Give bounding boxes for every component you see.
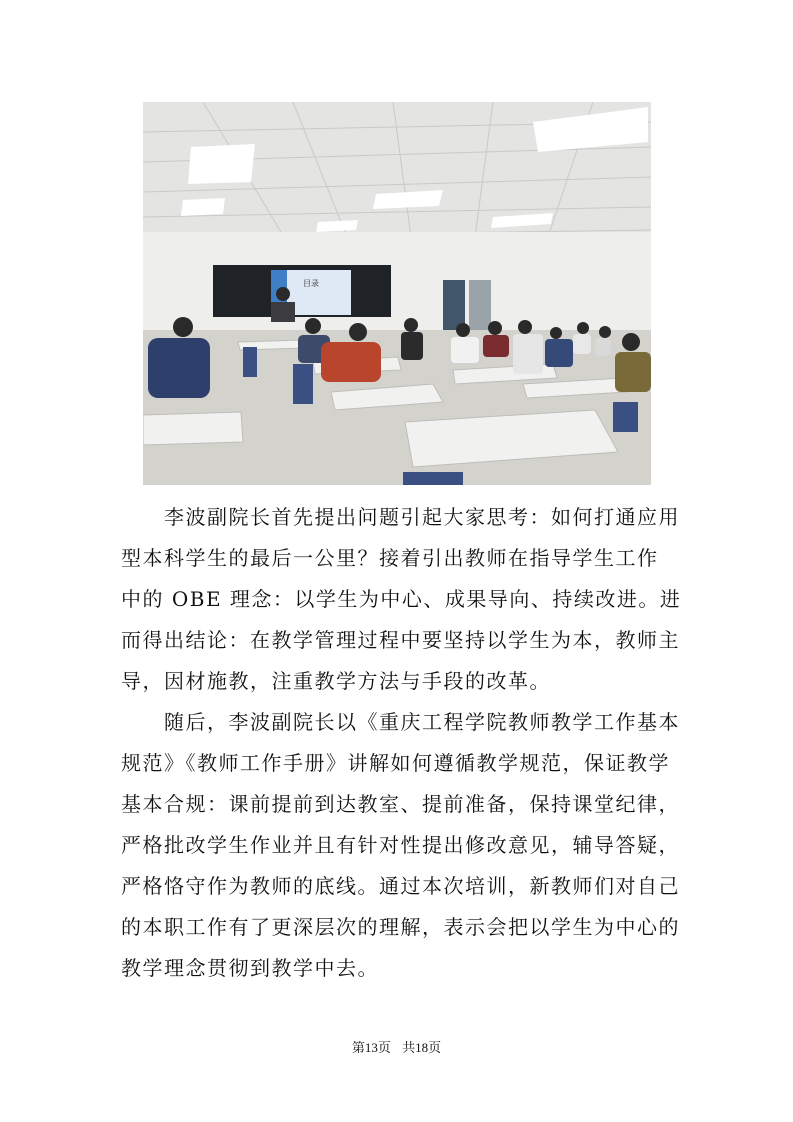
classroom-photo: [143, 102, 651, 485]
paragraph-line: 导，因材施教，注重教学方法与手段的改革。: [121, 669, 551, 693]
slide-heading: 目录: [303, 279, 319, 288]
paragraph-line: 中的 OBE 理念：以学生为中心、成果导向、持续改进。进: [121, 587, 682, 611]
paragraph-intro: [121, 497, 682, 702]
page-number-current: 第13页: [351, 1040, 391, 1055]
paragraph-line: 严格恪守作为教师的底线。通过本次培训，新教师们对自己: [121, 874, 680, 898]
paragraph-line: 基本合规：课前提前到达教室、提前准备，保持课堂纪律，: [121, 792, 680, 816]
paragraph-line: 的本职工作有了更深层次的理解，表示会把以学生为中心的: [121, 915, 680, 939]
paragraph-line: 严格批改学生作业并且有针对性提出修改意见，辅导答疑，: [121, 833, 680, 857]
paragraph-line: 教学理念贯彻到教学中去。: [121, 956, 379, 980]
paragraph-line: 而得出结论：在教学管理过程中要坚持以学生为本，教师主: [121, 628, 680, 652]
paragraph-line: 规范》《教师工作手册》讲解如何遵循教学规范，保证教学: [121, 751, 670, 775]
page-footer: [0, 1037, 793, 1056]
page-number-total: 共18页: [402, 1040, 442, 1055]
paragraph-line: 李波副院长首先提出问题引起大家思考：如何打通应用: [121, 505, 680, 529]
paragraph-line: 随后，李波副院长以《重庆工程学院教师教学工作基本: [121, 710, 680, 734]
paragraph-norms: [121, 702, 680, 989]
paragraph-line: 型本科学生的最后一公里？接着引出教师在指导学生工作: [121, 546, 659, 570]
